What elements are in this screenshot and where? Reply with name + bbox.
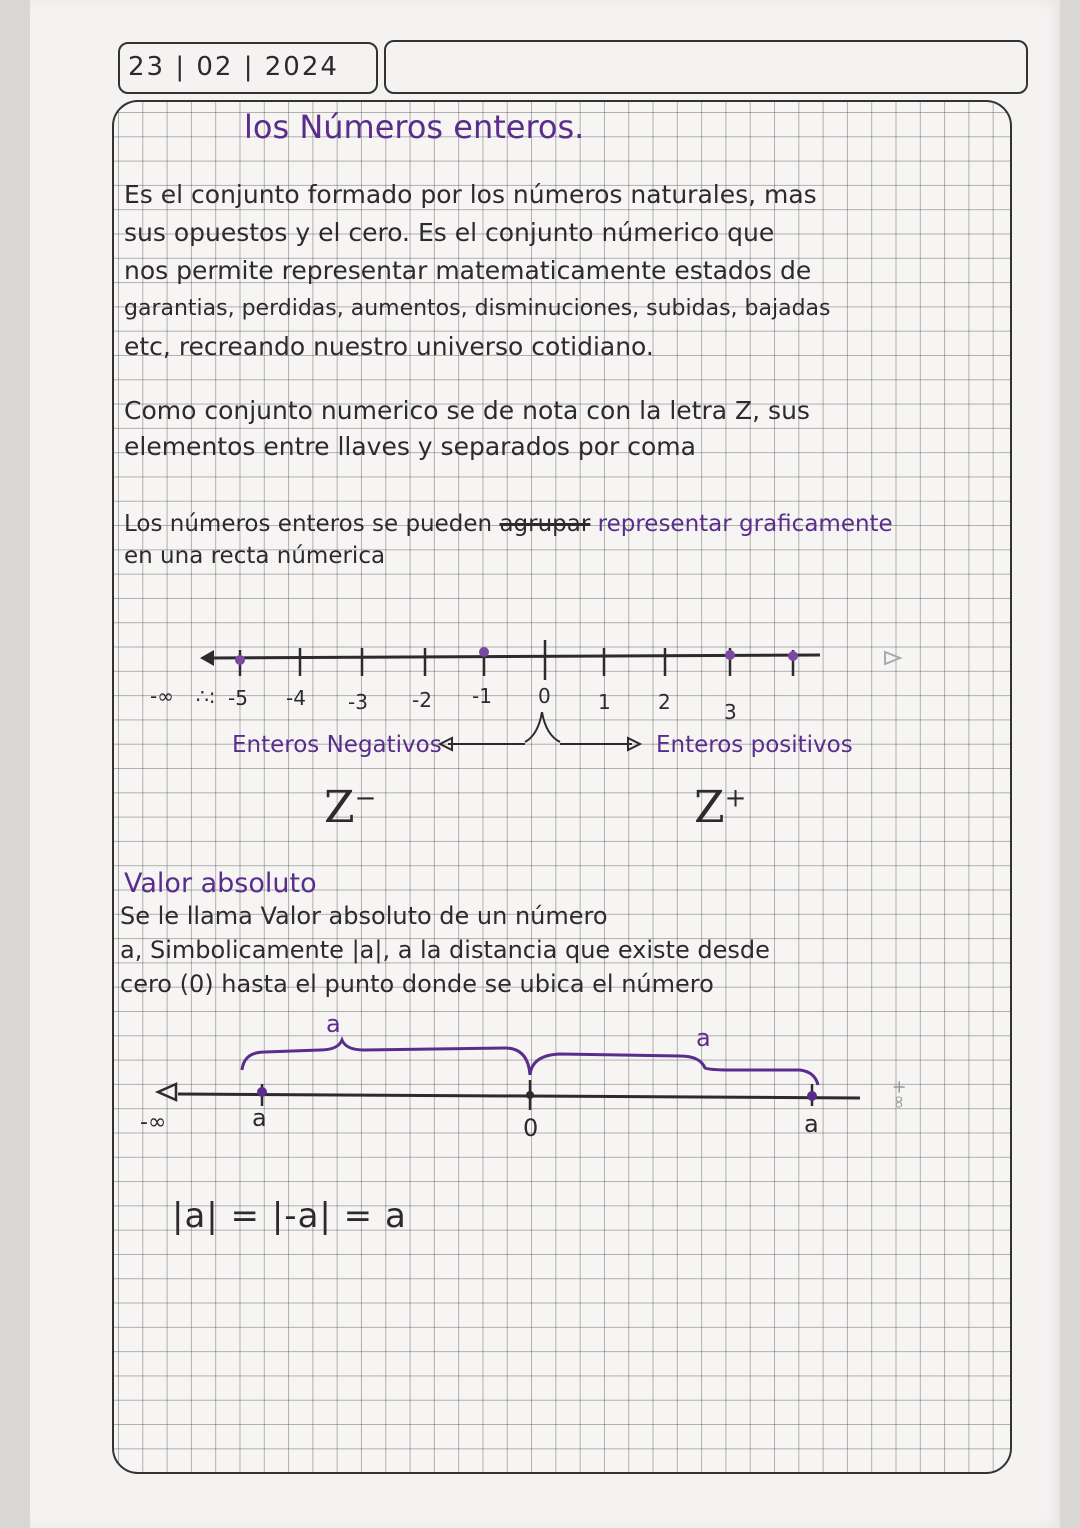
right-arrow-icon: [885, 652, 900, 664]
abs-right-infinity: +∞: [888, 1079, 910, 1110]
negatives-label: Enteros Negativos: [232, 732, 442, 758]
paragraph-2-line-2: elementos entre llaves y separados por coma: [124, 432, 696, 461]
positives-label: Enteros positivos: [656, 732, 853, 758]
z-plus-sup: +: [724, 783, 747, 814]
abs-formula: |a| = |-a| = a: [172, 1196, 407, 1236]
tick-label: 3: [724, 700, 737, 724]
paragraph-3-after: representar graficamente: [597, 511, 893, 537]
tick-label: -4: [286, 686, 306, 710]
paragraph-1-line-5: etc, recreando nuestro universo cotidiano.: [124, 332, 654, 361]
left-brace: [242, 1040, 530, 1075]
paragraph-3-strike: agrupar: [499, 511, 591, 537]
z-minus-symbol: [324, 782, 376, 833]
abs-zero-label: 0: [523, 1114, 539, 1142]
abs-line-3: cero (0) hasta el punto donde se ubica el número: [120, 970, 714, 998]
paragraph-2-line-1: Como conjunto numerico se de nota con la letra Z, sus: [124, 396, 810, 425]
z-minus-sup: −: [354, 783, 377, 814]
tick-label: 0: [538, 684, 551, 708]
left-arrow-icon: [200, 650, 214, 666]
date: 23 | 02 | 2024: [128, 52, 339, 82]
left-infinity-label: -∞: [150, 684, 174, 708]
brace-left-label: a: [326, 1010, 341, 1038]
paragraph-3-line-2: en una recta númerica: [124, 543, 386, 569]
tick-marks: [240, 640, 793, 680]
tick-label: -3: [348, 690, 368, 714]
abs-line-2: a, Simbolicamente |a|, a la distancia que existe desde: [120, 936, 770, 964]
abs-line-1: Se le llama Valor absoluto de un número: [120, 902, 608, 930]
z-plus-letter: Z: [694, 782, 725, 833]
z-plus-symbol: [694, 782, 746, 833]
tick-label: -5: [228, 686, 248, 710]
page-title: los Números enteros.: [244, 108, 585, 146]
tick-label: 1: [598, 690, 611, 714]
abs-left-arrow-icon: [158, 1084, 176, 1100]
abs-left-point-label: a: [252, 1104, 267, 1132]
brace-right-label: a: [696, 1024, 711, 1052]
paragraph-1-line-1: Es el conjunto formado por los números naturales, mas: [124, 180, 817, 209]
paragraph-1-line-4: garantias, perdidas, aumentos, disminuciones, subidas, bajadas: [124, 296, 831, 321]
abs-left-infinity: -∞: [140, 1110, 167, 1135]
abs-heading: Valor absoluto: [124, 868, 317, 899]
tick-label: -2: [412, 688, 432, 712]
right-brace: [530, 1054, 818, 1085]
dots-label: ∴:: [196, 684, 216, 708]
tick-label: -1: [472, 684, 492, 708]
tick-label: 2: [658, 690, 671, 714]
paragraph-1-line-2: sus opuestos y el cero. Es el conjunto númerico que: [124, 218, 775, 247]
abs-number-line: [178, 1094, 860, 1098]
paragraph-1-line-3: nos permite representar matematicamente estados de: [124, 256, 812, 285]
abs-right-point-label: a: [804, 1110, 819, 1138]
z-minus-letter: Z: [324, 782, 355, 833]
paragraph-3-before: Los números enteros se pueden: [124, 511, 493, 537]
